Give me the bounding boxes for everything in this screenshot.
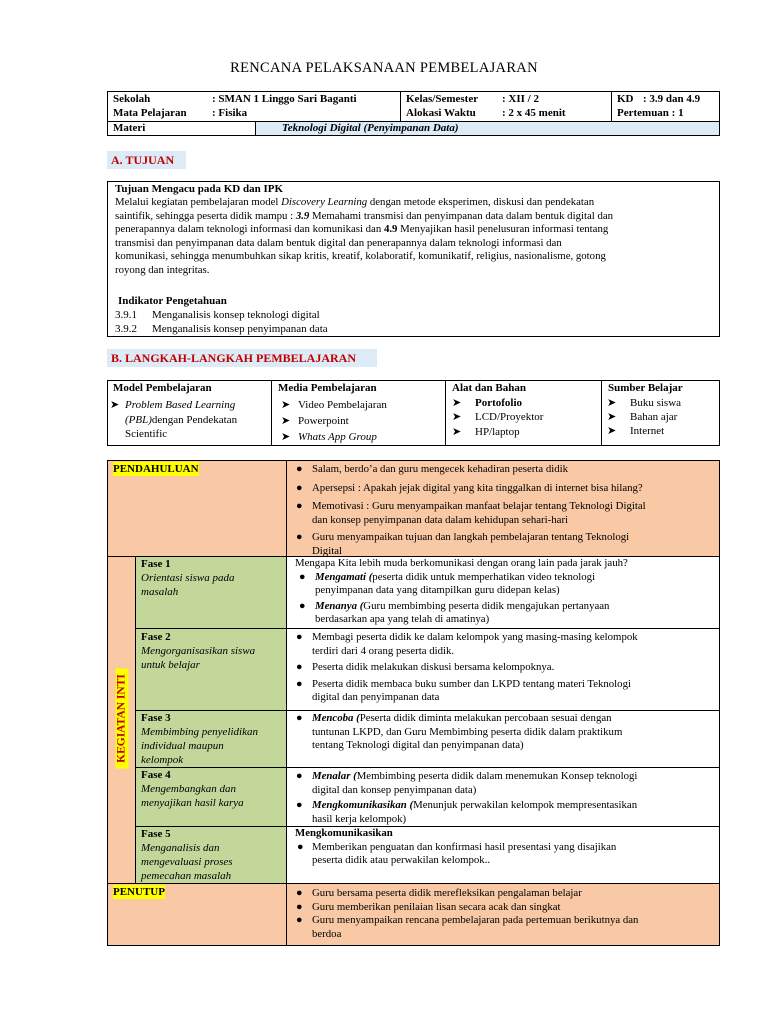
indikator-2-num: 3.9.2 <box>115 323 137 335</box>
indikator-2-text: Menganalisis konsep penyimpanan data <box>152 323 328 335</box>
fase-2-content: ● Membagi peserta didik ke dalam kelompok yang masing-masing kelompok terdiri dari 4 orang peserta didik. ● Peserta didik melakukan diskusi bersama kelompoknya. ● Peserta didik membaca buku sumber dan LKPD tentang materi Teknologi digital dan penyimpanan data <box>296 631 638 703</box>
indikator-heading: Indikator Pengetahuan <box>118 295 227 307</box>
model-line-3: Scientific <box>125 428 168 440</box>
indikator-1-num: 3.9.1 <box>115 309 137 321</box>
fase-1-content: Mengapa Kita lebih muda berkomunikasi dengan orang lain pada jarak jauh? ● Mengamati (peserta didik untuk memperhatikan video teknologi penyimpanan data yang ditampilkan guru didepan kelas) ● Menanya (Guru membimbing peserta didik mengajukan pertanyaan berdasarkan apa yang telah di amatinya) <box>295 557 628 625</box>
section-b-heading: B. LANGKAH-LANGKAH PEMBELAJARAN <box>107 349 377 367</box>
materi-value: Teknologi Digital (Penyimpanan Data) <box>282 122 459 134</box>
pertemuan-label: Pertemuan : 1 <box>617 107 684 119</box>
kelas-value: : XII / 2 <box>502 93 539 105</box>
mapel-value: : Fisika <box>212 107 248 119</box>
model-arrow-icon: ➤ <box>110 399 120 411</box>
sumber-item-2: Bahan ajar <box>630 411 678 423</box>
sumber-item-1: Buku siswa <box>630 397 682 409</box>
indikator-1-text: Menganalisis konsep teknologi digital <box>152 309 320 321</box>
sekolah-label: Sekolah <box>113 93 151 105</box>
alat-arrow-icon: ➤ <box>452 411 462 423</box>
tujuan-heading: Tujuan Mengacu pada KD dan IPK <box>115 183 284 195</box>
mapel-label: Mata Pelajaran <box>113 107 187 119</box>
media-heading: Media Pembelajaran <box>278 382 377 394</box>
media-item-3: Whats App Group <box>298 431 377 443</box>
media-item-1: Video Pembelajaran <box>298 399 387 411</box>
fase-5-desc-1: Menganalisis dan <box>141 842 220 854</box>
fase-3-desc-2: individual maupun <box>141 740 224 752</box>
alat-item-2: LCD/Proyektor <box>475 411 544 423</box>
fase-5-content: Mengkomunikasikan ● Memberikan penguatan dan konfirmasi hasil presentasi yang disajikan peserta didik atau perwakilan kelompok.. <box>295 827 617 866</box>
penutup-list: ● Guru bersama peserta didik merefleksikan pengalaman belajar ● Guru memberikan penilaian lisan secara acak dan singkat ● Guru menyampaikan rencana pembelajaran pada pertemuan berikutnya dan berdoa <box>296 887 639 940</box>
alat-heading: Alat dan Bahan <box>452 382 526 394</box>
fase-2-desc-1: Mengorganisasikan siswa <box>141 645 256 657</box>
fase-3-content: ● Mencoba (Peserta didik diminta melakukan percobaan sesuai dengan tuntunan LKPD, dan Guru Membimbing peserta didik dalam praktikum tentang Teknologi digital dan penyimpanan data) <box>296 712 623 751</box>
fase-4-desc-2: menyajikan hasil karya <box>141 797 244 809</box>
fase-1-desc-1: Orientasi siswa pada <box>141 572 235 584</box>
materi-label: Materi <box>113 122 146 134</box>
kd-label: KD <box>617 93 634 105</box>
kelas-label: Kelas/Semester <box>406 93 479 105</box>
sumber-heading: Sumber Belajar <box>608 382 683 394</box>
fase-4-label: Fase 4 <box>141 769 171 781</box>
tujuan-paragraph: Melalui kegiatan pembelajaran model Discovery Learning dengan metode eksperimen, diskusi dan pendekatan saintifik, sehingga peserta didik mampu : 3.9 Memahami transmisi dan penyimpanan data dalam bentuk digital dan penerapannya dalam teknologi informasi dan komunikasi dan 4.9 Menyajikan hasil penelusuran informasi tentang transmisi dan penyimpanan data dalam bentuk digital dan penerapannya dalam teknologi informasi dan komunikasi, sehingga menumbuhkan sikap kritis, kreatif, kolaboratif, komunikatif, religius, nasionalisme, gotong royong dan integritas. <box>115 196 614 276</box>
section-a-heading: A. TUJUAN <box>107 151 186 169</box>
media-arrow-icon: ➤ <box>281 399 291 411</box>
kegiatan-inti-label: KEGIATAN INTI <box>116 669 129 769</box>
sumber-item-3: Internet <box>630 425 665 437</box>
fase-3-desc-3: kelompok <box>141 754 184 766</box>
fase-3-label: Fase 3 <box>141 712 171 724</box>
fase-5-desc-3: pemecahan masalah <box>141 870 232 882</box>
sekolah-value: : SMAN 1 Linggo Sari Baganti <box>212 93 357 105</box>
fase-4-desc-1: Mengembangkan dan <box>141 783 237 795</box>
activities-table <box>107 460 720 946</box>
media-item-2: Powerpoint <box>298 415 349 427</box>
alat-item-3: HP/laptop <box>475 426 520 438</box>
fase-3-desc-1: Membimbing penyelidikan <box>141 726 258 738</box>
sumber-arrow-icon: ➤ <box>607 425 617 437</box>
fase-1-desc-2: masalah <box>141 586 179 598</box>
alokasi-label: Alokasi Waktu <box>406 107 476 119</box>
media-arrow-icon: ➤ <box>281 431 291 443</box>
alat-arrow-icon: ➤ <box>452 397 462 409</box>
pendahuluan-label: PENDAHULUAN <box>113 463 199 475</box>
fase-5-label: Fase 5 <box>141 828 171 840</box>
media-arrow-icon: ➤ <box>281 415 291 427</box>
fase-1-label: Fase 1 <box>141 558 171 570</box>
fase-5-desc-2: mengevaluasi proses <box>141 856 233 868</box>
model-heading: Model Pembelajaran <box>113 382 212 394</box>
document-title: RENCANA PELAKSANAAN PEMBELAJARAN <box>230 60 538 76</box>
fase-2-label: Fase 2 <box>141 631 171 643</box>
alat-item-1: Portofolio <box>475 397 523 409</box>
kd-value: : 3.9 dan 4.9 <box>643 93 701 105</box>
penutup-label: PENUTUP <box>113 886 165 898</box>
fase-2-desc-2: untuk belajar <box>141 659 200 671</box>
model-line-1: Problem Based Learning <box>125 399 236 411</box>
sumber-arrow-icon: ➤ <box>607 397 617 409</box>
alokasi-value: : 2 x 45 menit <box>502 107 566 119</box>
fase-4-content: ● Menalar (Membimbing peserta didik dalam menemukan Konsep teknologi digital dan konsep penyimpanan data) ● Mengkomunikasikan (Menunjuk perwakilan kelompok mempresentasikan hasil kerja kelompok) <box>296 770 638 825</box>
alat-arrow-icon: ➤ <box>452 426 462 438</box>
pendahuluan-list: ● Salam, berdo’a dan guru mengecek kehadiran peserta didik ● Apersepsi : Apakah jejak digital yang kita tinggalkan di internet bisa hilang? ● Memotivasi : Guru menyampaikan manfaat belajar tentang Teknologi Digital dan konsep penyimpanan data dalam kehidupan sehari-hari ● Guru menyampaikan tujuan dan langkah pembelajaran tentang Teknologi Digital <box>296 463 646 557</box>
sumber-arrow-icon: ➤ <box>607 411 617 423</box>
model-line-2: (PBL)dengan Pendekatan <box>125 414 238 426</box>
